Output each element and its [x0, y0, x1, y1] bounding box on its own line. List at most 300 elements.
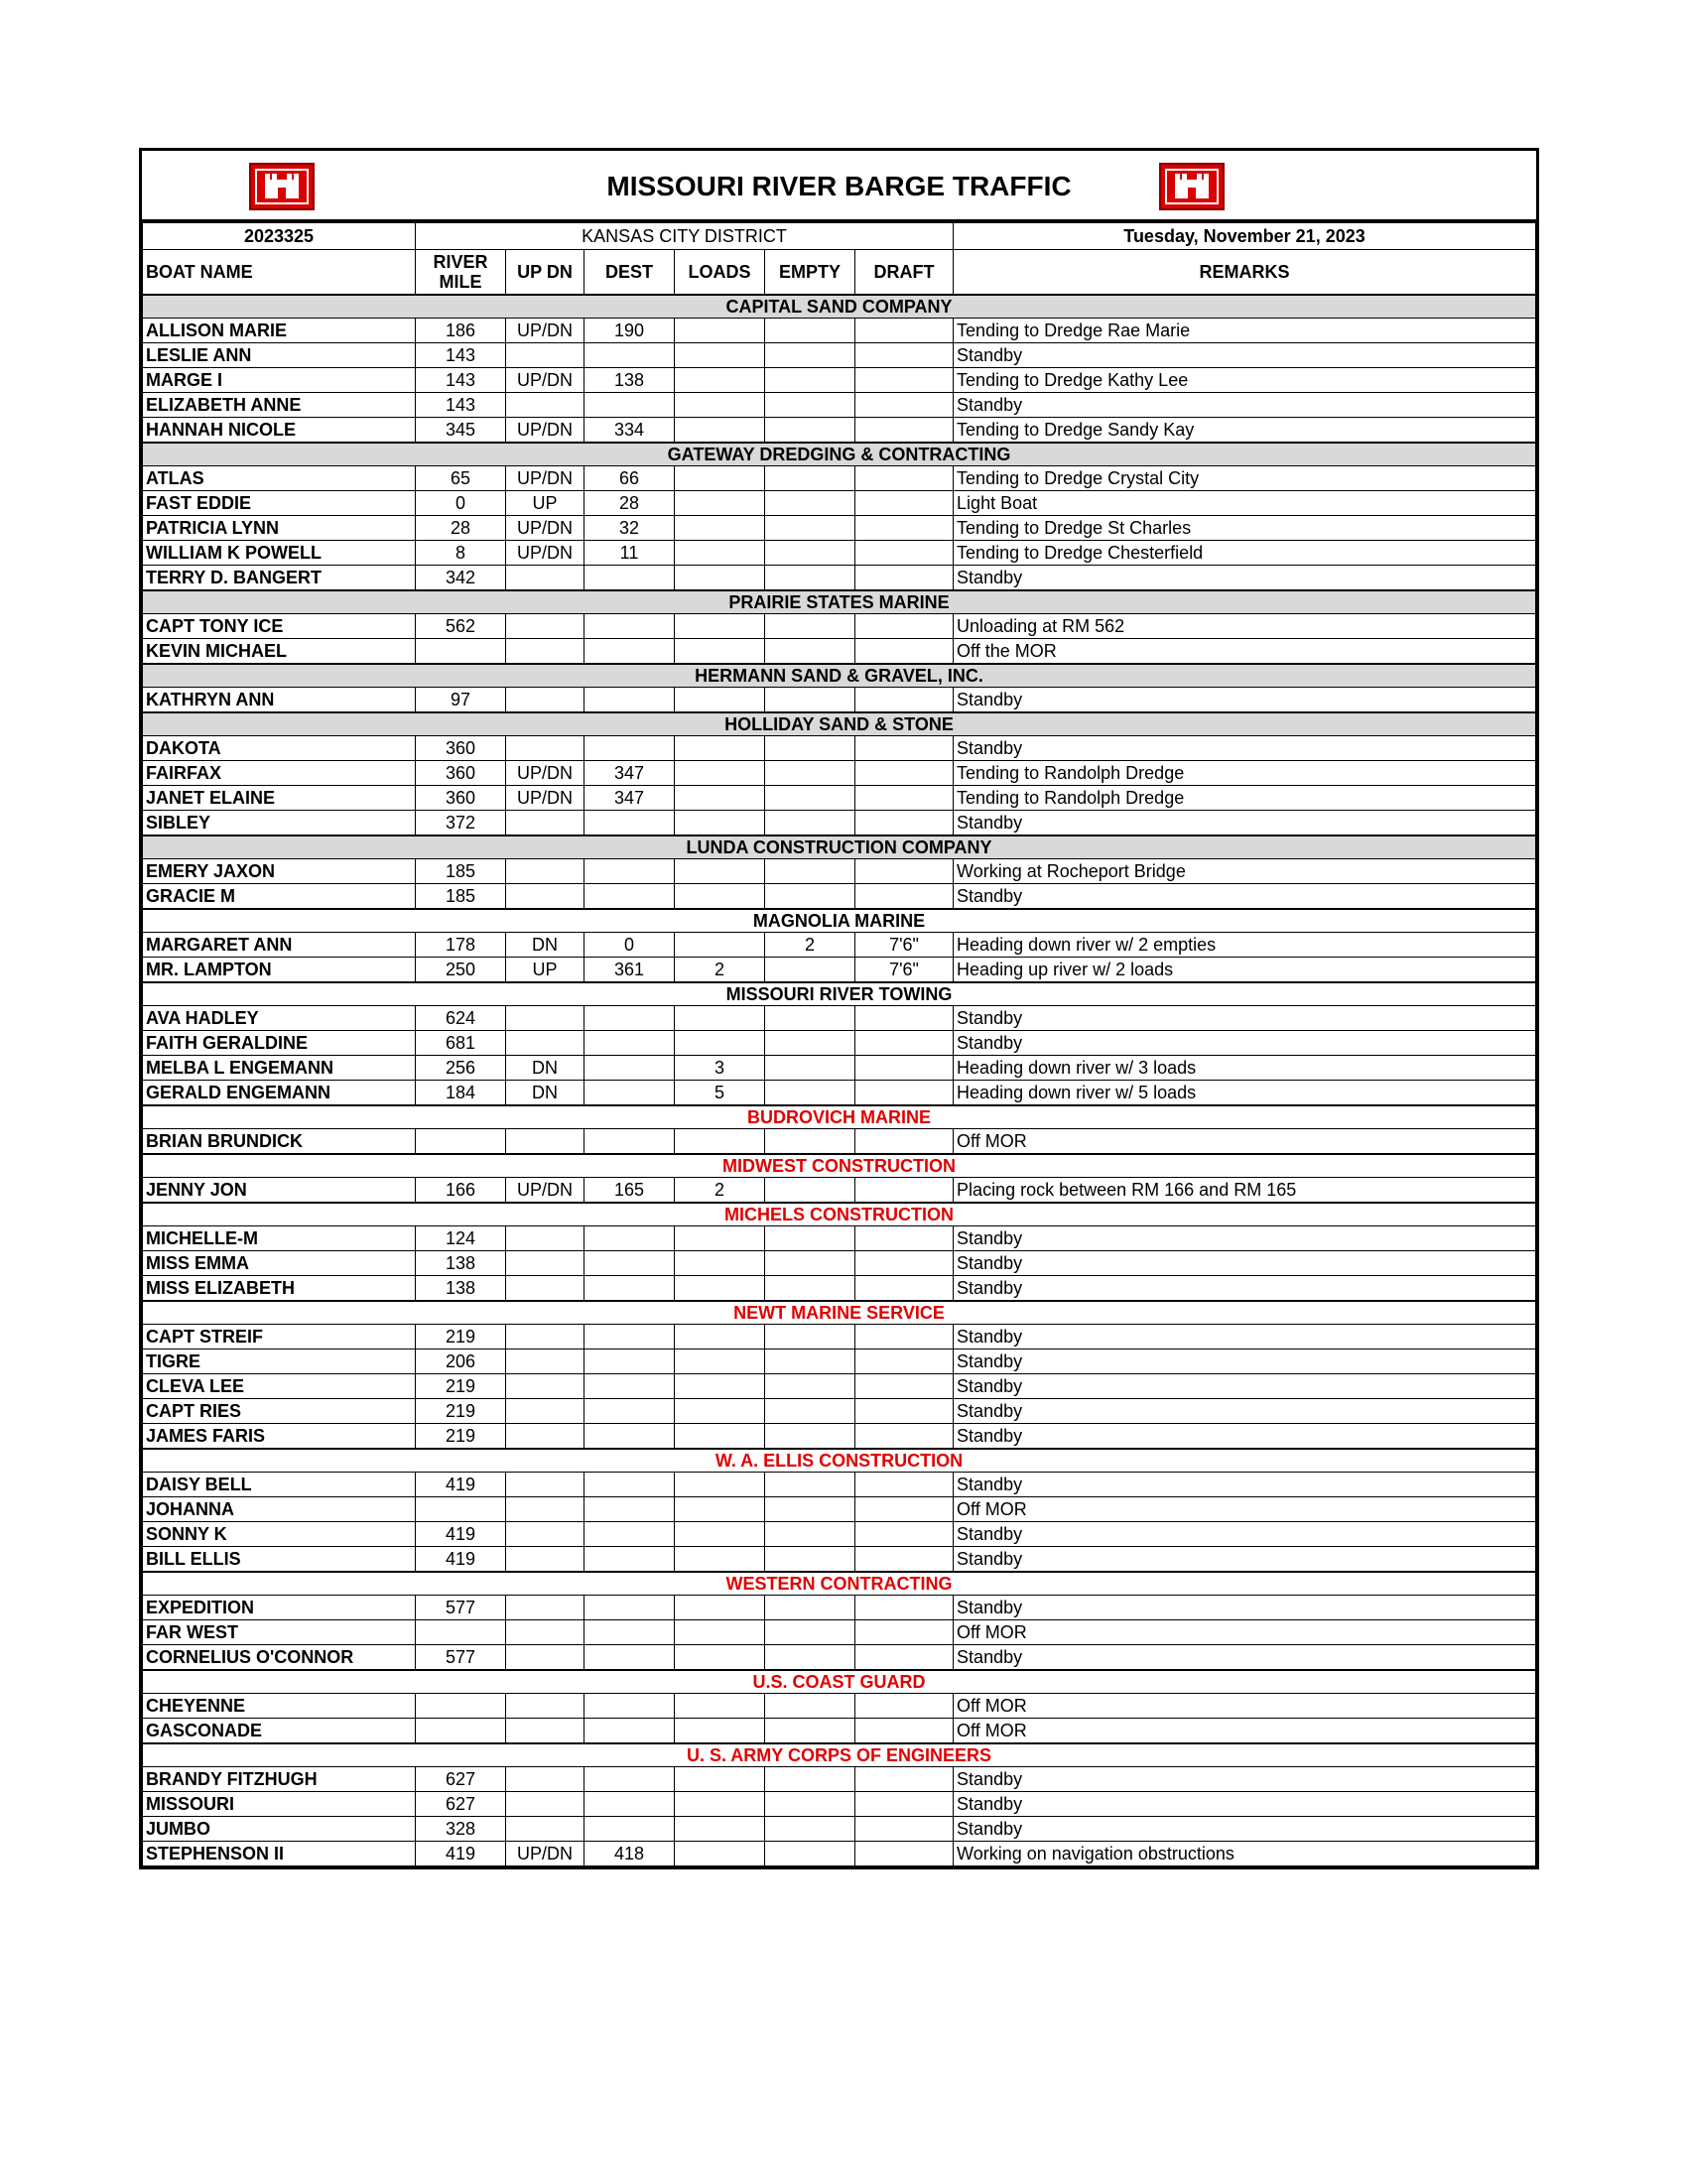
- draft-cell: [855, 1842, 954, 1866]
- empty-cell: [765, 1522, 855, 1547]
- col-header-river-mile: RIVER MILE: [416, 250, 506, 296]
- draft-cell: [855, 1522, 954, 1547]
- table-row: [143, 1473, 1536, 1497]
- remarks-cell: Standby: [954, 1792, 1536, 1817]
- remarks-cell: Heading down river w/ 2 empties: [954, 933, 1536, 958]
- dest-cell: [584, 1473, 675, 1497]
- loads-cell: [675, 614, 765, 639]
- draft-cell: [855, 516, 954, 541]
- river-mile-cell: 185: [416, 884, 506, 910]
- boat-name-cell: LESLIE ANN: [143, 343, 416, 368]
- draft-cell: [855, 1620, 954, 1645]
- empty-cell: [765, 1056, 855, 1081]
- boat-name-cell: GRACIE M: [143, 884, 416, 910]
- boat-name-cell: JOHANNA: [143, 1497, 416, 1522]
- table-row: [143, 1325, 1536, 1349]
- up-dn-cell: [506, 1349, 584, 1374]
- table-row: [143, 884, 1536, 910]
- draft-cell: [855, 786, 954, 811]
- empty-cell: [765, 516, 855, 541]
- barge-traffic-table: [142, 222, 1536, 1866]
- loads-cell: [675, 1497, 765, 1522]
- company-header-row: [143, 1743, 1536, 1767]
- up-dn-cell: [506, 811, 584, 836]
- river-mile-cell: 562: [416, 614, 506, 639]
- river-mile-cell: 577: [416, 1596, 506, 1620]
- table-row: [143, 736, 1536, 761]
- report-title: MISSOURI RIVER BARGE TRAFFIC: [606, 171, 1072, 201]
- dest-cell: 66: [584, 466, 675, 491]
- remarks-cell: Tending to Randolph Dredge: [954, 761, 1536, 786]
- draft-cell: [855, 614, 954, 639]
- dest-cell: [584, 639, 675, 665]
- up-dn-cell: [506, 393, 584, 418]
- loads-cell: [675, 1349, 765, 1374]
- draft-cell: [855, 1056, 954, 1081]
- table-row: [143, 1817, 1536, 1842]
- remarks-cell: Standby: [954, 393, 1536, 418]
- company-header-row: [143, 1572, 1536, 1596]
- table-row: [143, 1767, 1536, 1792]
- empty-cell: [765, 1596, 855, 1620]
- col-header-draft: DRAFT: [855, 250, 954, 296]
- up-dn-cell: [506, 1031, 584, 1056]
- remarks-cell: Standby: [954, 1325, 1536, 1349]
- dest-cell: [584, 1694, 675, 1719]
- boat-name-cell: FAITH GERALDINE: [143, 1031, 416, 1056]
- river-mile-cell: 372: [416, 811, 506, 836]
- loads-cell: [675, 1276, 765, 1302]
- up-dn-cell: UP/DN: [506, 319, 584, 343]
- remarks-cell: Heading down river w/ 3 loads: [954, 1056, 1536, 1081]
- up-dn-cell: [506, 1547, 584, 1573]
- loads-cell: [675, 1522, 765, 1547]
- table-row: [143, 1522, 1536, 1547]
- river-mile-cell: [416, 639, 506, 665]
- boat-name-cell: CLEVA LEE: [143, 1374, 416, 1399]
- up-dn-cell: [506, 1473, 584, 1497]
- col-header-empty: EMPTY: [765, 250, 855, 296]
- boat-name-cell: EMERY JAXON: [143, 859, 416, 884]
- dest-cell: 190: [584, 319, 675, 343]
- draft-cell: [855, 541, 954, 566]
- loads-cell: [675, 933, 765, 958]
- draft-cell: [855, 1325, 954, 1349]
- up-dn-cell: [506, 1694, 584, 1719]
- up-dn-cell: UP/DN: [506, 516, 584, 541]
- table-row: [143, 958, 1536, 983]
- company-header-row: [143, 443, 1536, 466]
- remarks-cell: Tending to Randolph Dredge: [954, 786, 1536, 811]
- company-header-row: [143, 1203, 1536, 1226]
- remarks-cell: Standby: [954, 1399, 1536, 1424]
- boat-name-cell: TIGRE: [143, 1349, 416, 1374]
- table-row: [143, 1129, 1536, 1155]
- loads-cell: [675, 1424, 765, 1450]
- boat-name-cell: MISSOURI: [143, 1792, 416, 1817]
- draft-cell: [855, 811, 954, 836]
- up-dn-cell: [506, 1226, 584, 1251]
- up-dn-cell: [506, 1817, 584, 1842]
- remarks-cell: Off MOR: [954, 1497, 1536, 1522]
- company-name: U.S. COAST GUARD: [143, 1670, 1536, 1694]
- dest-cell: [584, 1767, 675, 1792]
- boat-name-cell: SIBLEY: [143, 811, 416, 836]
- dest-cell: [584, 1056, 675, 1081]
- boat-name-cell: CAPT RIES: [143, 1399, 416, 1424]
- empty-cell: [765, 393, 855, 418]
- remarks-cell: Heading up river w/ 2 loads: [954, 958, 1536, 983]
- boat-name-cell: MARGARET ANN: [143, 933, 416, 958]
- dest-cell: [584, 343, 675, 368]
- river-mile-cell: 97: [416, 688, 506, 713]
- boat-name-cell: SONNY K: [143, 1522, 416, 1547]
- boat-name-cell: MARGE I: [143, 368, 416, 393]
- river-mile-cell: 219: [416, 1399, 506, 1424]
- table-row: [143, 614, 1536, 639]
- company-name: U. S. ARMY CORPS OF ENGINEERS: [143, 1743, 1536, 1767]
- loads-cell: 2: [675, 958, 765, 983]
- company-name: HERMANN SAND & GRAVEL, INC.: [143, 664, 1536, 688]
- draft-cell: [855, 466, 954, 491]
- boat-name-cell: JENNY JON: [143, 1178, 416, 1204]
- river-mile-cell: 419: [416, 1547, 506, 1573]
- table-row: [143, 688, 1536, 713]
- empty-cell: [765, 614, 855, 639]
- boat-name-cell: BILL ELLIS: [143, 1547, 416, 1573]
- up-dn-cell: [506, 1006, 584, 1031]
- river-mile-cell: 186: [416, 319, 506, 343]
- draft-cell: [855, 688, 954, 713]
- remarks-cell: Tending to Dredge Crystal City: [954, 466, 1536, 491]
- company-name: LUNDA CONSTRUCTION COMPANY: [143, 835, 1536, 859]
- table-row: [143, 1842, 1536, 1866]
- draft-cell: [855, 1399, 954, 1424]
- empty-cell: 2: [765, 933, 855, 958]
- dest-cell: 32: [584, 516, 675, 541]
- company-name: MAGNOLIA MARINE: [143, 909, 1536, 933]
- dest-cell: 11: [584, 541, 675, 566]
- dest-cell: [584, 1522, 675, 1547]
- empty-cell: [765, 761, 855, 786]
- company-header-row: [143, 590, 1536, 614]
- remarks-cell: Light Boat: [954, 491, 1536, 516]
- remarks-cell: Standby: [954, 343, 1536, 368]
- remarks-cell: Standby: [954, 736, 1536, 761]
- dest-cell: 334: [584, 418, 675, 444]
- empty-cell: [765, 786, 855, 811]
- table-row: [143, 566, 1536, 591]
- boat-name-cell: DAISY BELL: [143, 1473, 416, 1497]
- table-row: [143, 1645, 1536, 1671]
- boat-name-cell: ALLISON MARIE: [143, 319, 416, 343]
- draft-cell: [855, 343, 954, 368]
- empty-cell: [765, 639, 855, 665]
- draft-cell: [855, 393, 954, 418]
- remarks-cell: Standby: [954, 1031, 1536, 1056]
- remarks-cell: Working at Rocheport Bridge: [954, 859, 1536, 884]
- company-header-row: [143, 1449, 1536, 1473]
- empty-cell: [765, 1276, 855, 1302]
- usace-castle-icon: [1159, 163, 1225, 210]
- up-dn-cell: [506, 639, 584, 665]
- river-mile-cell: 577: [416, 1645, 506, 1671]
- dest-cell: [584, 1817, 675, 1842]
- loads-cell: [675, 1767, 765, 1792]
- remarks-cell: Standby: [954, 1251, 1536, 1276]
- empty-cell: [765, 736, 855, 761]
- company-header-row: [143, 1670, 1536, 1694]
- up-dn-cell: UP/DN: [506, 1178, 584, 1204]
- table-row: [143, 466, 1536, 491]
- boat-name-cell: CAPT TONY ICE: [143, 614, 416, 639]
- up-dn-cell: [506, 1497, 584, 1522]
- draft-cell: [855, 884, 954, 910]
- column-header-row: [143, 250, 1536, 296]
- company-name: CAPITAL SAND COMPANY: [143, 295, 1536, 319]
- loads-cell: [675, 343, 765, 368]
- table-row: [143, 811, 1536, 836]
- up-dn-cell: UP/DN: [506, 541, 584, 566]
- table-row: [143, 1349, 1536, 1374]
- remarks-cell: Standby: [954, 1349, 1536, 1374]
- empty-cell: [765, 1792, 855, 1817]
- river-mile-cell: 0: [416, 491, 506, 516]
- boat-name-cell: CHEYENNE: [143, 1694, 416, 1719]
- draft-cell: [855, 418, 954, 444]
- table-row: [143, 1056, 1536, 1081]
- remarks-cell: Working on navigation obstructions: [954, 1842, 1536, 1866]
- empty-cell: [765, 811, 855, 836]
- report-header: [142, 151, 1536, 222]
- loads-cell: [675, 639, 765, 665]
- draft-cell: [855, 639, 954, 665]
- table-row: [143, 1226, 1536, 1251]
- up-dn-cell: [506, 1129, 584, 1155]
- empty-cell: [765, 1719, 855, 1744]
- loads-cell: [675, 859, 765, 884]
- draft-cell: [855, 1276, 954, 1302]
- dest-cell: [584, 1645, 675, 1671]
- loads-cell: [675, 368, 765, 393]
- river-mile-cell: 624: [416, 1006, 506, 1031]
- table-row: [143, 1694, 1536, 1719]
- remarks-cell: Off MOR: [954, 1129, 1536, 1155]
- up-dn-cell: [506, 859, 584, 884]
- empty-cell: [765, 688, 855, 713]
- table-row: [143, 1399, 1536, 1424]
- draft-cell: [855, 1349, 954, 1374]
- boat-name-cell: BRANDY FITZHUGH: [143, 1767, 416, 1792]
- boat-name-cell: DAKOTA: [143, 736, 416, 761]
- empty-cell: [765, 1031, 855, 1056]
- barge-traffic-report: [139, 148, 1539, 1869]
- dest-cell: 361: [584, 958, 675, 983]
- table-row: [143, 786, 1536, 811]
- river-mile-cell: 8: [416, 541, 506, 566]
- empty-cell: [765, 1349, 855, 1374]
- draft-cell: [855, 761, 954, 786]
- empty-cell: [765, 1251, 855, 1276]
- river-mile-cell: 345: [416, 418, 506, 444]
- boat-name-cell: TERRY D. BANGERT: [143, 566, 416, 591]
- loads-cell: [675, 1251, 765, 1276]
- draft-cell: [855, 859, 954, 884]
- table-row: [143, 1547, 1536, 1573]
- boat-name-cell: GASCONADE: [143, 1719, 416, 1744]
- table-row: [143, 1719, 1536, 1744]
- loads-cell: [675, 1547, 765, 1573]
- loads-cell: [675, 1325, 765, 1349]
- dest-cell: [584, 1547, 675, 1573]
- boat-name-cell: ATLAS: [143, 466, 416, 491]
- river-mile-cell: 419: [416, 1522, 506, 1547]
- up-dn-cell: UP/DN: [506, 466, 584, 491]
- dest-cell: [584, 1399, 675, 1424]
- remarks-cell: Off MOR: [954, 1620, 1536, 1645]
- boat-name-cell: MICHELLE-M: [143, 1226, 416, 1251]
- dest-cell: 138: [584, 368, 675, 393]
- table-row: [143, 1251, 1536, 1276]
- loads-cell: [675, 1473, 765, 1497]
- river-mile-cell: 166: [416, 1178, 506, 1204]
- boat-name-cell: STEPHENSON II: [143, 1842, 416, 1866]
- loads-cell: [675, 1006, 765, 1031]
- river-mile-cell: 138: [416, 1251, 506, 1276]
- loads-cell: [675, 786, 765, 811]
- col-header-loads: LOADS: [675, 250, 765, 296]
- report-id: 2023325: [143, 223, 416, 250]
- remarks-cell: Standby: [954, 1473, 1536, 1497]
- empty-cell: [765, 1399, 855, 1424]
- up-dn-cell: UP/DN: [506, 786, 584, 811]
- loads-cell: [675, 1694, 765, 1719]
- dest-cell: [584, 1006, 675, 1031]
- draft-cell: [855, 1424, 954, 1450]
- remarks-cell: Standby: [954, 1817, 1536, 1842]
- company-name: MICHELS CONSTRUCTION: [143, 1203, 1536, 1226]
- company-name: WESTERN CONTRACTING: [143, 1572, 1536, 1596]
- dest-cell: [584, 1596, 675, 1620]
- remarks-cell: Standby: [954, 1645, 1536, 1671]
- draft-cell: [855, 1226, 954, 1251]
- dest-cell: [584, 1497, 675, 1522]
- empty-cell: [765, 1178, 855, 1204]
- boat-name-cell: WILLIAM K POWELL: [143, 541, 416, 566]
- up-dn-cell: [506, 1424, 584, 1450]
- remarks-cell: Tending to Dredge St Charles: [954, 516, 1536, 541]
- empty-cell: [765, 1006, 855, 1031]
- col-header-boat-name: BOAT NAME: [143, 250, 416, 296]
- draft-cell: 7'6": [855, 933, 954, 958]
- river-mile-cell: [416, 1719, 506, 1744]
- draft-cell: [855, 1081, 954, 1106]
- draft-cell: [855, 1031, 954, 1056]
- boat-name-cell: AVA HADLEY: [143, 1006, 416, 1031]
- dest-cell: [584, 1251, 675, 1276]
- empty-cell: [765, 1424, 855, 1450]
- remarks-cell: Standby: [954, 811, 1536, 836]
- up-dn-cell: [506, 614, 584, 639]
- table-row: [143, 1081, 1536, 1106]
- river-mile-cell: 206: [416, 1349, 506, 1374]
- empty-cell: [765, 418, 855, 444]
- river-mile-cell: 219: [416, 1325, 506, 1349]
- empty-cell: [765, 1325, 855, 1349]
- draft-cell: [855, 736, 954, 761]
- river-mile-cell: 138: [416, 1276, 506, 1302]
- river-mile-cell: 360: [416, 786, 506, 811]
- table-row: [143, 541, 1536, 566]
- dest-cell: 28: [584, 491, 675, 516]
- remarks-cell: Standby: [954, 1596, 1536, 1620]
- remarks-cell: Tending to Dredge Chesterfield: [954, 541, 1536, 566]
- boat-name-cell: FAIRFAX: [143, 761, 416, 786]
- up-dn-cell: [506, 1620, 584, 1645]
- up-dn-cell: UP/DN: [506, 368, 584, 393]
- dest-cell: [584, 1349, 675, 1374]
- river-mile-cell: 360: [416, 736, 506, 761]
- remarks-cell: Standby: [954, 1547, 1536, 1573]
- dest-cell: [584, 1792, 675, 1817]
- company-name: PRAIRIE STATES MARINE: [143, 590, 1536, 614]
- remarks-cell: Heading down river w/ 5 loads: [954, 1081, 1536, 1106]
- table-row: [143, 516, 1536, 541]
- up-dn-cell: [506, 1399, 584, 1424]
- dest-cell: [584, 736, 675, 761]
- loads-cell: [675, 393, 765, 418]
- up-dn-cell: UP: [506, 491, 584, 516]
- draft-cell: [855, 1596, 954, 1620]
- draft-cell: [855, 319, 954, 343]
- company-name: HOLLIDAY SAND & STONE: [143, 712, 1536, 736]
- river-mile-cell: [416, 1497, 506, 1522]
- loads-cell: [675, 1374, 765, 1399]
- river-mile-cell: 143: [416, 343, 506, 368]
- dest-cell: [584, 1081, 675, 1106]
- company-name: NEWT MARINE SERVICE: [143, 1301, 1536, 1325]
- empty-cell: [765, 1226, 855, 1251]
- up-dn-cell: [506, 736, 584, 761]
- company-name: MISSOURI RIVER TOWING: [143, 982, 1536, 1006]
- river-mile-cell: 360: [416, 761, 506, 786]
- boat-name-cell: KEVIN MICHAEL: [143, 639, 416, 665]
- draft-cell: [855, 1767, 954, 1792]
- draft-cell: [855, 368, 954, 393]
- table-row: [143, 1620, 1536, 1645]
- dest-cell: [584, 566, 675, 591]
- boat-name-cell: CAPT STREIF: [143, 1325, 416, 1349]
- up-dn-cell: [506, 1719, 584, 1744]
- remarks-cell: Placing rock between RM 166 and RM 165: [954, 1178, 1536, 1204]
- draft-cell: [855, 1374, 954, 1399]
- remarks-cell: Tending to Dredge Sandy Kay: [954, 418, 1536, 444]
- loads-cell: [675, 811, 765, 836]
- boat-name-cell: FAST EDDIE: [143, 491, 416, 516]
- loads-cell: [675, 1645, 765, 1671]
- loads-cell: [675, 541, 765, 566]
- up-dn-cell: [506, 1251, 584, 1276]
- river-mile-cell: [416, 1620, 506, 1645]
- table-row: [143, 1276, 1536, 1302]
- empty-cell: [765, 466, 855, 491]
- table-row: [143, 368, 1536, 393]
- up-dn-cell: [506, 343, 584, 368]
- company-header-row: [143, 1105, 1536, 1129]
- draft-cell: [855, 1473, 954, 1497]
- empty-cell: [765, 541, 855, 566]
- empty-cell: [765, 566, 855, 591]
